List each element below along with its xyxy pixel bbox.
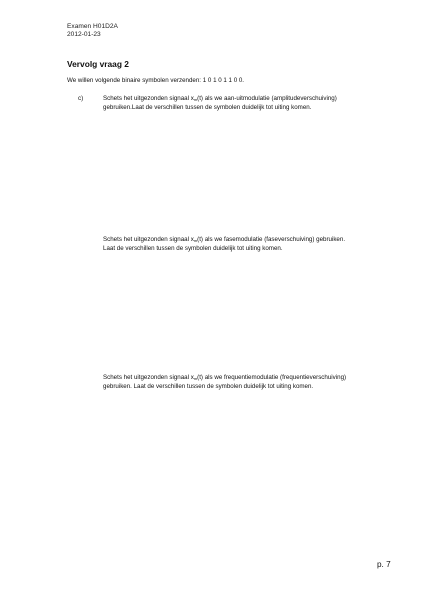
question-text-line2: gebruiken.Laat de verschillen tussen de symbolen duidelijk tot uiting komen. <box>103 103 312 111</box>
question-amplitude-shift <box>103 95 403 112</box>
exam-title: Examen H01D2A <box>67 23 118 30</box>
question-text-start: Schets het uitgezonden signaal x <box>103 236 194 243</box>
question-text-end: (t) als we fasemodulatie (faseverschuiving) gebruiken. <box>197 236 346 243</box>
question-text-line2: gebruiken. Laat de verschillen tussen de symbolen duidelijk tot uiting komen. <box>103 382 314 390</box>
signal-subscript: m <box>193 238 198 243</box>
question-text-start: Schets het uitgezonden signaal x <box>103 374 194 381</box>
question-text-end: (t) als we aan-uitmodulatie (amplitudeverschuiving) <box>197 95 337 102</box>
signal-subscript: m <box>193 97 198 102</box>
signal-subscript: m <box>193 376 198 381</box>
question-text-end: (t) als we frequentiemodulatie (frequentieverschuiving) <box>197 374 347 381</box>
page-number: p. 7 <box>377 560 391 569</box>
question-phase-shift <box>103 236 403 253</box>
question-text-start: Schets het uitgezonden signaal x <box>103 95 194 102</box>
item-label: c) <box>78 95 84 102</box>
intro-text: We willen volgende binaire symbolen verzenden: 1 0 1 0 1 1 0 0. <box>67 77 245 84</box>
exam-date: 2012-01-23 <box>67 31 101 38</box>
section-title: Vervolg vraag 2 <box>67 59 129 69</box>
question-frequency-shift <box>103 374 403 391</box>
question-text-line2: Laat de verschillen tussen de symbolen duidelijk tot uiting komen. <box>103 244 283 252</box>
